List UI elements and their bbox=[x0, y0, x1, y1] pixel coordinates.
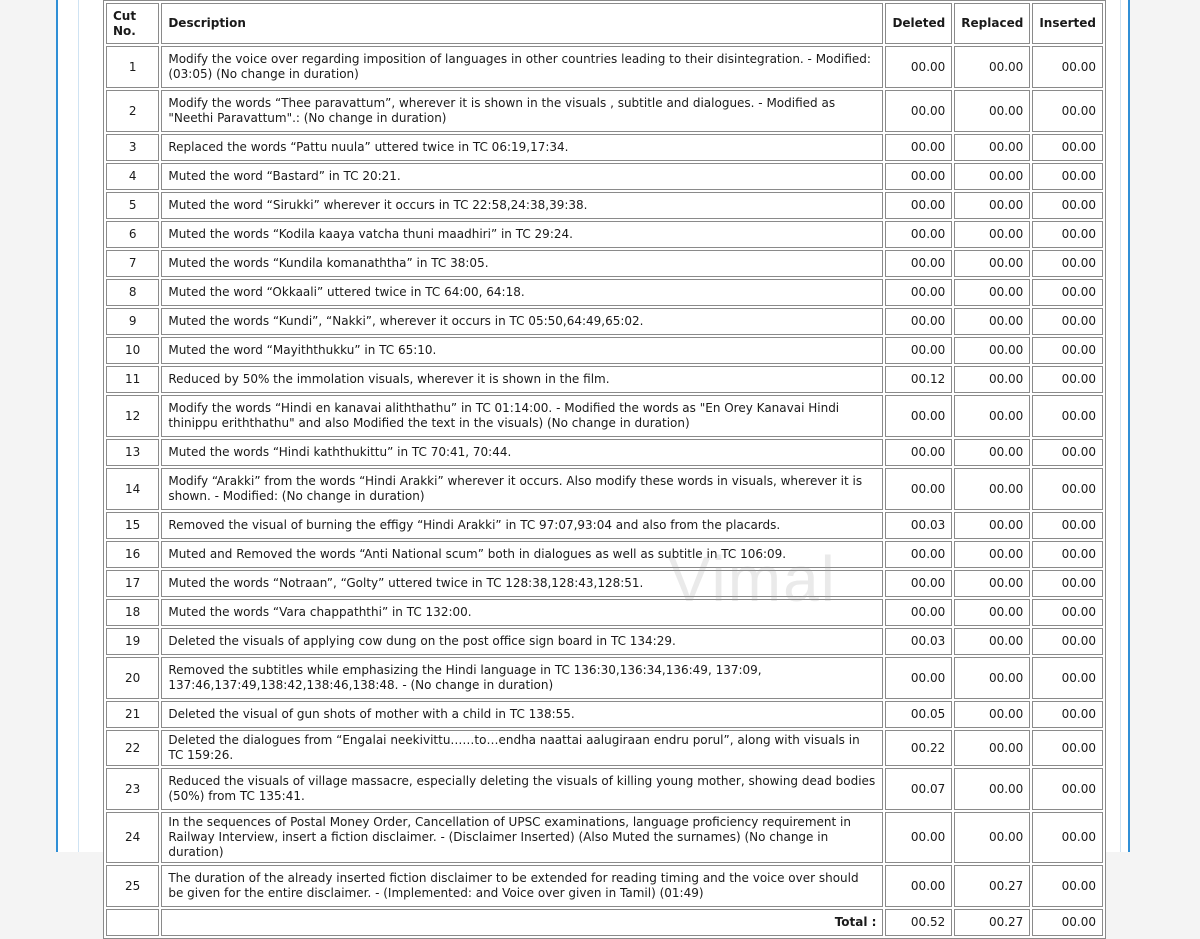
replaced-value: 00.00 bbox=[954, 308, 1030, 335]
inserted-value: 00.00 bbox=[1032, 570, 1103, 597]
replaced-value: 00.27 bbox=[954, 865, 1030, 907]
inserted-value: 00.00 bbox=[1032, 512, 1103, 539]
deleted-value: 00.00 bbox=[885, 657, 952, 699]
deleted-value: 00.22 bbox=[885, 730, 952, 766]
deleted-value: 00.00 bbox=[885, 541, 952, 568]
replaced-value: 00.00 bbox=[954, 701, 1030, 728]
table-row bbox=[106, 570, 1103, 597]
cut-number: 5 bbox=[106, 192, 159, 219]
cut-description: In the sequences of Postal Money Order, Cancellation of UPSC examinations, language proficiency requirement in Railway Interview, insert a fiction disclaimer. - (Disclaimer Inserted) (Also Muted the surnames) (No change in duration) bbox=[161, 812, 883, 863]
cut-number: 19 bbox=[106, 628, 159, 655]
deleted-value: 00.00 bbox=[885, 134, 952, 161]
table-row bbox=[106, 192, 1103, 219]
cut-number: 24 bbox=[106, 812, 159, 863]
table-row bbox=[106, 628, 1103, 655]
inserted-value: 00.00 bbox=[1032, 46, 1103, 88]
inserted-value: 00.00 bbox=[1032, 250, 1103, 277]
cut-description: Removed the visual of burning the effigy “Hindi Arakki” in TC 97:07,93:04 and also from the placards. bbox=[161, 512, 883, 539]
deleted-value: 00.00 bbox=[885, 90, 952, 132]
cut-description: Removed the subtitles while emphasizing the Hindi language in TC 136:30,136:34,136:49, 137:09, 137:46,137:49,138:42,138:46,138:48. - (No change in duration) bbox=[161, 657, 883, 699]
header-cut-no: Cut No. bbox=[106, 3, 159, 44]
replaced-value: 00.00 bbox=[954, 46, 1030, 88]
inserted-value: 00.00 bbox=[1032, 730, 1103, 766]
cut-number: 21 bbox=[106, 701, 159, 728]
cut-number: 22 bbox=[106, 730, 159, 766]
replaced-value: 00.00 bbox=[954, 812, 1030, 863]
cut-description: Deleted the dialogues from “Engalai neekivittu……to…endha naattai aalugiraan endru porul”, along with visuals in TC 159:26. bbox=[161, 730, 883, 766]
replaced-value: 00.00 bbox=[954, 134, 1030, 161]
deleted-value: 00.00 bbox=[885, 279, 952, 306]
cut-description: Modify the words “Thee paravattum”, wherever it is shown in the visuals , subtitle and dialogues. - Modified as "Neethi Paravattum".: (No change in duration) bbox=[161, 90, 883, 132]
cut-description: Muted the words “Kundila komanaththa” in TC 38:05. bbox=[161, 250, 883, 277]
table-row bbox=[106, 541, 1103, 568]
cut-description: Replaced the words “Pattu nuula” uttered twice in TC 06:19,17:34. bbox=[161, 134, 883, 161]
cuts-table bbox=[103, 0, 1106, 939]
table-row bbox=[106, 812, 1103, 863]
replaced-value: 00.00 bbox=[954, 279, 1030, 306]
cut-number: 7 bbox=[106, 250, 159, 277]
right-margin-rule bbox=[1120, 0, 1121, 852]
table-row bbox=[106, 308, 1103, 335]
cut-number: 15 bbox=[106, 512, 159, 539]
cut-number: 6 bbox=[106, 221, 159, 248]
total-label: Total : bbox=[161, 909, 883, 936]
cut-number: 17 bbox=[106, 570, 159, 597]
watermark: Vimal bbox=[668, 543, 837, 615]
cut-description: Muted the words “Hindi kaththukittu” in TC 70:41, 70:44. bbox=[161, 439, 883, 466]
cut-number: 3 bbox=[106, 134, 159, 161]
cut-number: 9 bbox=[106, 308, 159, 335]
replaced-value: 00.00 bbox=[954, 628, 1030, 655]
cut-number: 20 bbox=[106, 657, 159, 699]
inserted-value: 00.00 bbox=[1032, 90, 1103, 132]
total-deleted: 00.52 bbox=[885, 909, 952, 936]
cut-description: Reduced by 50% the immolation visuals, wherever it is shown in the film. bbox=[161, 366, 883, 393]
cut-description: Muted the words “Kodila kaaya vatcha thuni maadhiri” in TC 29:24. bbox=[161, 221, 883, 248]
cut-description: Muted the word “Mayiththukku” in TC 65:10. bbox=[161, 337, 883, 364]
cut-description: Deleted the visual of gun shots of mother with a child in TC 138:55. bbox=[161, 701, 883, 728]
inserted-value: 00.00 bbox=[1032, 337, 1103, 364]
table-row bbox=[106, 701, 1103, 728]
replaced-value: 00.00 bbox=[954, 163, 1030, 190]
inserted-value: 00.00 bbox=[1032, 395, 1103, 437]
replaced-value: 00.00 bbox=[954, 657, 1030, 699]
cut-description: Modify “Arakki” from the words “Hindi Arakki” wherever it occurs. Also modify these words in visuals, wherever it is shown. - Modified: (No change in duration) bbox=[161, 468, 883, 510]
table-row bbox=[106, 337, 1103, 364]
cut-number: 25 bbox=[106, 865, 159, 907]
cut-number: 4 bbox=[106, 163, 159, 190]
header-replaced: Replaced bbox=[954, 3, 1030, 44]
cut-number: 10 bbox=[106, 337, 159, 364]
table-body bbox=[106, 46, 1103, 907]
cut-number: 16 bbox=[106, 541, 159, 568]
cut-number: 18 bbox=[106, 599, 159, 626]
cut-description: Muted the word “Bastard” in TC 20:21. bbox=[161, 163, 883, 190]
deleted-value: 00.03 bbox=[885, 512, 952, 539]
replaced-value: 00.00 bbox=[954, 221, 1030, 248]
table-row bbox=[106, 768, 1103, 810]
table-row bbox=[106, 221, 1103, 248]
inserted-value: 00.00 bbox=[1032, 221, 1103, 248]
inserted-value: 00.00 bbox=[1032, 657, 1103, 699]
cut-number: 12 bbox=[106, 395, 159, 437]
table-row bbox=[106, 279, 1103, 306]
cut-description: Reduced the visuals of village massacre, especially deleting the visuals of killing young mother, showing dead bodies (50%) from TC 135:41. bbox=[161, 768, 883, 810]
inserted-value: 00.00 bbox=[1032, 812, 1103, 863]
table-row bbox=[106, 90, 1103, 132]
deleted-value: 00.00 bbox=[885, 570, 952, 597]
replaced-value: 00.00 bbox=[954, 90, 1030, 132]
total-replaced: 00.27 bbox=[954, 909, 1030, 936]
total-empty-cell bbox=[106, 909, 159, 936]
inserted-value: 00.00 bbox=[1032, 768, 1103, 810]
inserted-value: 00.00 bbox=[1032, 439, 1103, 466]
deleted-value: 00.00 bbox=[885, 812, 952, 863]
deleted-value: 00.03 bbox=[885, 628, 952, 655]
replaced-value: 00.00 bbox=[954, 599, 1030, 626]
table-row bbox=[106, 599, 1103, 626]
inserted-value: 00.00 bbox=[1032, 366, 1103, 393]
inserted-value: 00.00 bbox=[1032, 541, 1103, 568]
deleted-value: 00.00 bbox=[885, 439, 952, 466]
cut-description: Muted the words “Kundi”, “Nakki”, wherever it occurs in TC 05:50,64:49,65:02. bbox=[161, 308, 883, 335]
replaced-value: 00.00 bbox=[954, 570, 1030, 597]
deleted-value: 00.00 bbox=[885, 46, 952, 88]
cut-number: 2 bbox=[106, 90, 159, 132]
cut-description: Muted and Removed the words “Anti National scum” both in dialogues as well as subtitle in TC 106:09. bbox=[161, 541, 883, 568]
cut-description: Muted the word “Okkaali” uttered twice in TC 64:00, 64:18. bbox=[161, 279, 883, 306]
deleted-value: 00.00 bbox=[885, 865, 952, 907]
inserted-value: 00.00 bbox=[1032, 279, 1103, 306]
inserted-value: 00.00 bbox=[1032, 701, 1103, 728]
table-row bbox=[106, 395, 1103, 437]
inserted-value: 00.00 bbox=[1032, 599, 1103, 626]
replaced-value: 00.00 bbox=[954, 337, 1030, 364]
replaced-value: 00.00 bbox=[954, 439, 1030, 466]
cut-number: 23 bbox=[106, 768, 159, 810]
table-row bbox=[106, 366, 1103, 393]
table-header-row bbox=[106, 3, 1103, 44]
table-row bbox=[106, 865, 1103, 907]
inserted-value: 00.00 bbox=[1032, 628, 1103, 655]
deleted-value: 00.12 bbox=[885, 366, 952, 393]
inserted-value: 00.00 bbox=[1032, 163, 1103, 190]
replaced-value: 00.00 bbox=[954, 366, 1030, 393]
table-row bbox=[106, 468, 1103, 510]
inserted-value: 00.00 bbox=[1032, 468, 1103, 510]
deleted-value: 00.00 bbox=[885, 395, 952, 437]
cut-description: Muted the words “Notraan”, “Golty” uttered twice in TC 128:38,128:43,128:51. bbox=[161, 570, 883, 597]
cut-description: The duration of the already inserted fiction disclaimer to be extended for reading timing and the voice over should be given for the entire disclaimer. - (Implemented: and Voice over given in Tamil) (01:49) bbox=[161, 865, 883, 907]
inserted-value: 00.00 bbox=[1032, 192, 1103, 219]
deleted-value: 00.00 bbox=[885, 192, 952, 219]
replaced-value: 00.00 bbox=[954, 541, 1030, 568]
deleted-value: 00.00 bbox=[885, 599, 952, 626]
cut-number: 8 bbox=[106, 279, 159, 306]
header-deleted: Deleted bbox=[885, 3, 952, 44]
table-row bbox=[106, 730, 1103, 766]
inserted-value: 00.00 bbox=[1032, 134, 1103, 161]
deleted-value: 00.00 bbox=[885, 308, 952, 335]
replaced-value: 00.00 bbox=[954, 512, 1030, 539]
replaced-value: 00.00 bbox=[954, 468, 1030, 510]
table-row bbox=[106, 657, 1103, 699]
total-row bbox=[106, 909, 1103, 936]
deleted-value: 00.00 bbox=[885, 468, 952, 510]
table-row bbox=[106, 46, 1103, 88]
replaced-value: 00.00 bbox=[954, 395, 1030, 437]
replaced-value: 00.00 bbox=[954, 192, 1030, 219]
cut-number: 1 bbox=[106, 46, 159, 88]
cut-description: Modify the words “Hindi en kanavai aliththathu” in TC 01:14:00. - Modified the words as "En Orey Kanavai Hindi thinippu eriththathu" and also Modified the text in the visuals) (No change in duration) bbox=[161, 395, 883, 437]
header-inserted: Inserted bbox=[1032, 3, 1103, 44]
replaced-value: 00.00 bbox=[954, 730, 1030, 766]
inserted-value: 00.00 bbox=[1032, 865, 1103, 907]
cut-description: Deleted the visuals of applying cow dung on the post office sign board in TC 134:29. bbox=[161, 628, 883, 655]
cut-description: Muted the words “Vara chappaththi” in TC 132:00. bbox=[161, 599, 883, 626]
table-row bbox=[106, 439, 1103, 466]
table-row bbox=[106, 163, 1103, 190]
deleted-value: 00.00 bbox=[885, 250, 952, 277]
inserted-value: 00.00 bbox=[1032, 308, 1103, 335]
replaced-value: 00.00 bbox=[954, 768, 1030, 810]
table-row bbox=[106, 134, 1103, 161]
deleted-value: 00.05 bbox=[885, 701, 952, 728]
deleted-value: 00.00 bbox=[885, 163, 952, 190]
deleted-value: 00.00 bbox=[885, 221, 952, 248]
table-row bbox=[106, 512, 1103, 539]
cut-number: 13 bbox=[106, 439, 159, 466]
cut-number: 14 bbox=[106, 468, 159, 510]
replaced-value: 00.00 bbox=[954, 250, 1030, 277]
deleted-value: 00.00 bbox=[885, 337, 952, 364]
total-inserted: 00.00 bbox=[1032, 909, 1103, 936]
cut-description: Modify the voice over regarding imposition of languages in other countries leading to their disintegration. - Modified: (03:05) (No change in duration) bbox=[161, 46, 883, 88]
cut-number: 11 bbox=[106, 366, 159, 393]
header-description: Description bbox=[161, 3, 883, 44]
left-margin-rule bbox=[78, 0, 79, 852]
cut-description: Muted the word “Sirukki” wherever it occurs in TC 22:58,24:38,39:38. bbox=[161, 192, 883, 219]
deleted-value: 00.07 bbox=[885, 768, 952, 810]
table-row bbox=[106, 250, 1103, 277]
